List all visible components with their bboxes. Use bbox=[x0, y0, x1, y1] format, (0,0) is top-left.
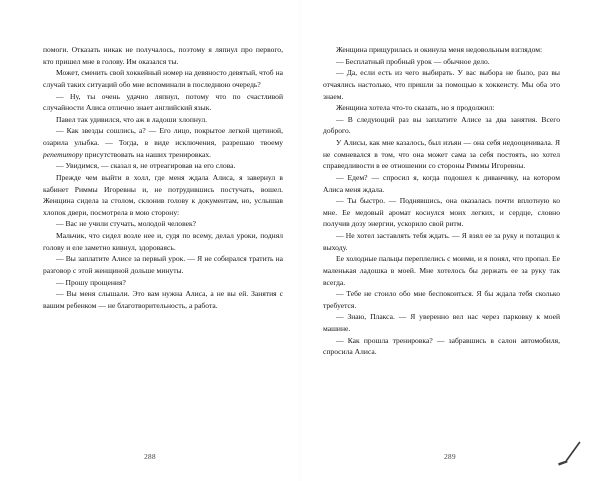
paragraph-with-emphasis bbox=[43, 125, 283, 160]
paragraph: — Вы меня слышали. Это вам нужна Алиса, а не вы ей. Занятия с вашим ребенком — не благотворительность, а работа. bbox=[43, 289, 283, 310]
paragraph: Мальчик, что сидел возле нее и, судя по всему, делал уроки, поднял голову и еле заметно кивнул, здороваясь. bbox=[43, 231, 283, 252]
paragraph: — Прошу прощения? bbox=[56, 277, 126, 287]
paragraph: — Едем? — спросил я, когда подошел к диванчику, на котором Алиса меня ждала. bbox=[323, 172, 560, 194]
paragraph: — Вас не учили стучать, молодой человек? bbox=[56, 219, 196, 229]
paragraph: — Увидимся, — сказал я, не отреагировав на его слова. bbox=[56, 161, 236, 171]
paragraph-text-before-emphasis: — Как звезды сошлись, а? — Его лицо, покрытое легкой щетиной, озарила улыбка. — Тогда, в виде исключения, разрешаю твоему bbox=[43, 126, 283, 147]
paragraph: — Да, если есть из чего выбирать. У вас выбора не было, раз вы отчаялись настолько, что пришли за помощью к хоккеисту. Мы оба это знаем. bbox=[323, 68, 560, 101]
paragraph: — Вы заплатите Алисе за первый урок. — Я не собирался тратить на разговор с этой женщиной дольше минуты. bbox=[43, 254, 283, 275]
page-number-left: 288 bbox=[144, 453, 156, 461]
paragraph: У Алисы, как мне казалось, был изъян — она себя недооценивала. Я не сомневался в том, что она может сама за себя постоять, но хотел справедливости в ее отношении со стороны Риммы Игоревны. bbox=[323, 138, 560, 171]
paragraph: — Знаю, Плакса. — Я уверенно вел нас через парковку к моей машине. bbox=[323, 312, 560, 333]
paragraph: Ее холодные пальцы переплелись с моими, и я понял, что пропал. Ее маленькая ладошка в моей. Мне хотелось бы держать ее за руку так всегда. bbox=[323, 254, 560, 287]
paragraph: Женщина прищурилась и окинула меня недовольным взглядом: bbox=[336, 45, 543, 54]
paragraph: Может, сменить свой хоккейный номер на девяносто девятый, чтоб на случай таких ситуаций обо мне вспоминали в последнюю очередь? bbox=[43, 68, 283, 89]
paragraph: — Тебе не стоило обо мне беспокоиться. Я бы ждала тебя сколько требуется. bbox=[323, 289, 560, 310]
paragraph: — Ты быстро. — Поднявшись, она оказалась почти вплотную ко мне. Ее медовый аромат коснулся моих легких, и сердце, словно получив дозу энергии, ускорило свой ритм. bbox=[323, 196, 560, 229]
paragraph: помоги. Отказать никак не получалось, поэтому я ляпнул про первого, кто пришел мне в голову. Им оказался ты. bbox=[43, 45, 283, 66]
emphasis-word: репетитору bbox=[43, 149, 83, 159]
paragraph: Прежде чем выйти в холл, где меня ждала Алиса, я завернул в кабинет Риммы Игоревны и, не потрудившись постучать, вошел. Женщина сидела за столом, склонив голову к документам, но, услышав хлопок двери, посмотрела в мою сторону: bbox=[43, 172, 283, 217]
page-right bbox=[300, 0, 600, 481]
paragraph: — Не хотел заставлять тебя ждать. — Я взял ее за руку и потащил к выходу. bbox=[323, 231, 560, 252]
paragraph: — Как прошла тренировка? — забравшись в салон автомобиля, спросила Алиса. bbox=[323, 335, 560, 357]
paragraph: — Ну, ты очень удачно ляпнул, потому что по счастливой случайности Алиса отлично знает английский язык. bbox=[43, 91, 283, 113]
page-number-right: 289 bbox=[444, 453, 456, 461]
paragraph: Женщина хотела что-то сказать, но я продолжил: bbox=[336, 103, 495, 113]
paragraph: Павел так удивился, что аж в ладоши хлопнул. bbox=[56, 114, 208, 124]
paragraph-text-after-emphasis: присутствовать на наших тренировках. bbox=[82, 149, 212, 159]
page-right-text bbox=[323, 44, 560, 358]
paragraph: — В следующий раз вы заплатите Алисе за два занятия. Всего доброго. bbox=[323, 114, 560, 136]
paragraph: — Бесплатный пробный урок — обычное дело. bbox=[336, 56, 490, 66]
page-left-text bbox=[43, 44, 283, 311]
